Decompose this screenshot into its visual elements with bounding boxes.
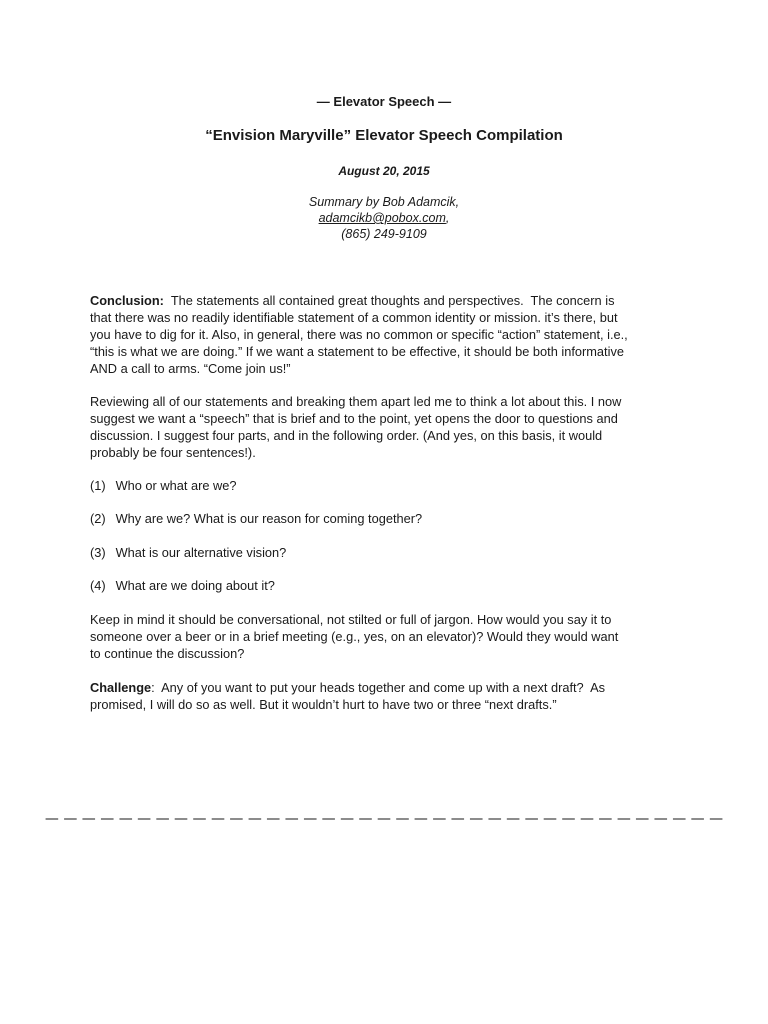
conclusion-line-5: AND a call to arms. “Come join us!” — [90, 361, 291, 376]
conclusion-line-2: that there was no readily identifiable statement of a common identity or mission. it’s there, but — [90, 310, 618, 325]
challenge-line-1-text: : Any of you want to put your heads together and come up with a next draft? As — [151, 680, 606, 695]
keep-line-1: Keep in mind it should be conversational, not stilted or full of jargon. How would you say it to — [90, 612, 612, 627]
conclusion-label: Conclusion: — [90, 293, 164, 308]
document-heading: — Elevator Speech — — [316, 94, 452, 109]
author-email-suffix: , — [445, 211, 450, 225]
author-name: Summary by Bob Adamcik, — [308, 195, 460, 209]
keep-line-3: to continue the discussion? — [90, 646, 245, 661]
reviewing-line-2: suggest we want a “speech” that is brief and to the point, yet opens the door to questions and — [90, 411, 618, 426]
conclusion-line-4: “this is what we are doing.” If we want a statement to be effective, it should be both informative — [90, 344, 624, 359]
dashed-divider: — — — — — — — — — — — — — — — — — — — — — — — — — — — — — — — — — — — — — — [44, 811, 724, 827]
keep-in-mind-paragraph — [90, 611, 680, 662]
list-number: (2) — [90, 511, 106, 526]
list-number: (3) — [90, 545, 106, 560]
list-number: (4) — [90, 578, 106, 593]
conclusion-line-3: you have to dig for it. Also, in general, there was no common or specific “action” statement, i.e., — [90, 327, 628, 342]
document-date: August 20, 2015 — [338, 164, 430, 178]
author-block — [0, 194, 768, 242]
reviewing-line-1: Reviewing all of our statements and breaking them apart led me to think a lot about this. I now — [90, 394, 622, 409]
author-phone: (865) 249-9109 — [341, 227, 427, 241]
conclusion-paragraph — [90, 292, 680, 377]
document-title: “Envision Maryville” Elevator Speech Compilation — [205, 127, 563, 144]
list-item — [90, 510, 680, 527]
reviewing-line-3: discussion. I suggest four parts, and in the following order. (And yes, on this basis, it would — [90, 428, 603, 443]
list-text: What are we doing about it? — [115, 578, 275, 593]
challenge-paragraph — [90, 679, 680, 713]
reviewing-paragraph — [90, 393, 680, 461]
challenge-line-2: promised, I will do so as well. But it wouldn’t hurt to have two or three “next drafts.” — [90, 697, 557, 712]
author-email-link[interactable]: adamcikb@pobox.com — [318, 211, 446, 225]
conclusion-line-1-text: The statements all contained great thoughts and perspectives. The concern is — [163, 293, 615, 308]
list-number: (1) — [90, 478, 106, 493]
list-item — [90, 544, 680, 561]
challenge-line-1 — [90, 679, 680, 696]
conclusion-line-1 — [90, 292, 680, 309]
keep-line-2: someone over a beer or in a brief meeting (e.g., yes, on an elevator)? Would they would want — [90, 629, 619, 644]
author-email-line — [0, 210, 768, 226]
challenge-label: Challenge — [90, 680, 152, 695]
list-item — [90, 577, 680, 594]
list-item — [90, 477, 680, 494]
list-text: Why are we? What is our reason for coming together? — [115, 511, 423, 526]
list-text: What is our alternative vision? — [115, 545, 287, 560]
list-text: Who or what are we? — [115, 478, 237, 493]
reviewing-line-4: probably be four sentences!). — [90, 445, 256, 460]
